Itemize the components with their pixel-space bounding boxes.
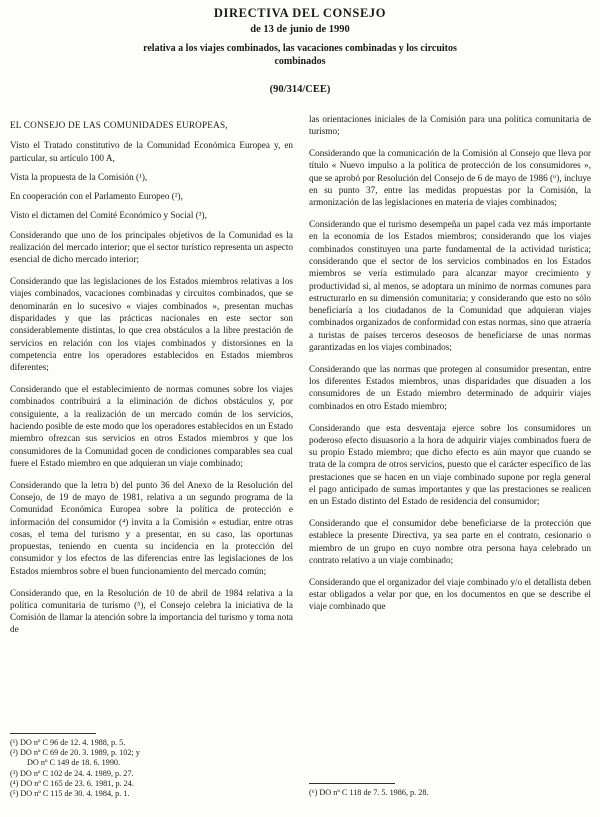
paragraph: Considerando que las legislaciones de los Estados miembros relativas a los viajes combinados, vacaciones combinadas y circuitos combinados, que se denominarán en lo sucesivo « viajes combinados », presentan muchas disparidades y que las prácticas nacionales en este sector son considerablemente distintas, lo que crea obstáculos a la libre prestación de servicios en relación con los viajes combinados y distorsiones en la competencia entre los operadores establecidos en Estados miembros diferentes;: [10, 276, 293, 373]
paragraph: Considerando que las normas que protegen al consumidor presentan, entre los diferentes Estados miembros, unas disparidades que disuaden a los consumidores de un Estado miembro determinado de adquirir viajes combinados en otro Estado miembro;: [309, 363, 591, 411]
footnote: (⁶) DO nº C 118 de 7. 5. 1986, p. 28.: [309, 788, 429, 797]
paragraph: Considerando que el consumidor debe beneficiarse de la protección que establece la presente Directiva, ya sea parte en el contrato, cesionario o miembro de un grupo en cuyo nombre otra persona haya celebrado un contrato relativo a un viaje combinado;: [309, 518, 591, 565]
paragraph: Visto el dictamen del Comité Económico y Social (³),: [10, 210, 207, 221]
footnote-divider-left: [10, 733, 96, 734]
footnote: (⁴) DO nº C 165 de 23. 6. 1981, p. 24.: [10, 778, 134, 788]
paragraph: las orientaciones iniciales de la Comisión para una política comunitaria de turismo;: [309, 114, 591, 137]
paragraph: En cooperación con el Parlamento Europeo (²),: [10, 191, 183, 202]
footnote: DO nº C 149 de 18. 6. 1990.: [27, 758, 121, 768]
footnotes-right: [309, 788, 589, 798]
paragraph: Considerando que el organizador del viaje combinado y/o el detallista deben estar obligados a velar por que, en los documentos en que se describe el viaje combinado que: [309, 576, 591, 612]
left-column: [10, 119, 293, 645]
footnote: (³) DO nº C 102 de 24. 4. 1989, p. 27.: [10, 768, 134, 778]
paragraph: Considerando que el turismo desempeña un papel cada vez más importante en la economía de los Estados miembros; considerando que los viajes combinados constituyen una parte fundamental de la actividad turística; considerando que el sector de los servicios combinados en los Estados miembros se vería estimulado para alcanzar mayor crecimiento y productividad si, al menos, se adoptara un mínimo de normas comunes para estructurarlo en su dimensión comunitaria; y considerando que esto no sólo beneficiaría a los ciudadanos de la Comunidad que adquieran viajes combinados organizados de conformidad con estas normas, sino que atraería a turistas de países terceros deseosos de beneficiarse de unas normas garantizadas en los viajes combinados;: [309, 219, 591, 353]
paragraph: Vista la propuesta de la Comisión (¹),: [10, 171, 148, 182]
directive-subject-line-2: combinados: [274, 56, 326, 67]
footnote: (¹) DO nº C 96 de 12. 4. 1988, p. 5.: [10, 738, 126, 747]
footnote-divider-right: [309, 783, 395, 784]
paragraph: Visto el Tratado constitutivo de la Comunidad Económica Europea y, en particular, su artículo 100 A,: [10, 140, 293, 163]
paragraph: Considerando que, en la Resolución de 10 de abril de 1984 relativa a la política comunitaria de turismo (⁵), el Consejo celebra la iniciativa de la Comisión de llamar la atención sobre la importancia del turismo y toma nota de: [10, 587, 293, 635]
directive-subject-line-1: relativa a los viajes combinados, las vacaciones combinadas y los circuitos: [143, 43, 457, 54]
footnotes-left: [10, 738, 295, 799]
council-heading: EL CONSEJO DE LAS COMUNIDADES EUROPEAS,: [10, 120, 228, 130]
directive-title: DIRECTIVA DEL CONSEJO: [213, 6, 387, 20]
footnote: (²) DO nº C 69 de 20. 3. 1989, p. 102; y: [10, 748, 140, 758]
directive-number: (90/314/CEE): [269, 84, 331, 95]
directive-date: de 13 de junio de 1990: [250, 24, 350, 35]
paragraph: Considerando que esta desventaja ejerce sobre los consumidores un poderoso efecto disuasorio a la hora de adquirir viajes combinados fuera de su propio Estado miembro; que dicho efecto es aún mayor que cuando se trata de la compra de otros servicios, puesto que el carácter específico de las prestaciones que se hacen en un viaje combinado supone por regla general el pago anticipado de sumas importantes y que las prestaciones se realicen en un Estado distinto del Estado de residencia del consumidor;: [309, 422, 591, 507]
paragraph: Considerando que la letra b) del punto 36 del Anexo de la Resolución del Consejo, de 19 de mayo de 1981, relativa a un segundo programa de la Comunidad Económica Europea sobre la política de protección e información del consumidor (⁴) invita a la Comisión « estudiar, entre otras cosas, el tema del turismo y a presentar, en su caso, las oportunas propuestas, teniendo en cuenta su incidencia en la protección del consumidor y los efectos de las diferencias entre las legislaciones de los Estados miembros sobre el buen funcionamiento del mercado común;: [10, 479, 293, 576]
right-column: [309, 113, 591, 622]
paragraph: Considerando que uno de los principales objetivos de la Comunidad es la realización del mercado interior; que el sector turístico representa un aspecto esencial de dicho mercado interior;: [10, 229, 293, 265]
paragraph: Considerando que la comunicación de la Comisión al Consejo que lleva por título « Nuevo impulso a la política de protección de los consumidores », que se aprobó por Resolución del Consejo de 6 de mayo de 1986 (⁶), incluye en su punto 37, entre las medidas propuestas por la Comisión, la armonización de las legislaciones en materia de viajes combinados;: [309, 148, 591, 208]
paragraph: Considerando que el establecimiento de normas comunes sobre los viajes combinados contribuirá a la eliminación de dichos obstáculos y, por consiguiente, a la realización de un mercado común de los servicios, haciendo posible de este modo que los operadores establecidos en un Estado miembro ofrezcan sus servicios en otros Estados miembros y que los consumidores de la Comunidad gocen de condiciones comparables sea cual fuere el Estado miembro en que adquieran un viaje combinado;: [10, 384, 293, 468]
footnote: (⁵) DO nº C 115 de 30. 4. 1984, p. 1.: [10, 789, 130, 799]
